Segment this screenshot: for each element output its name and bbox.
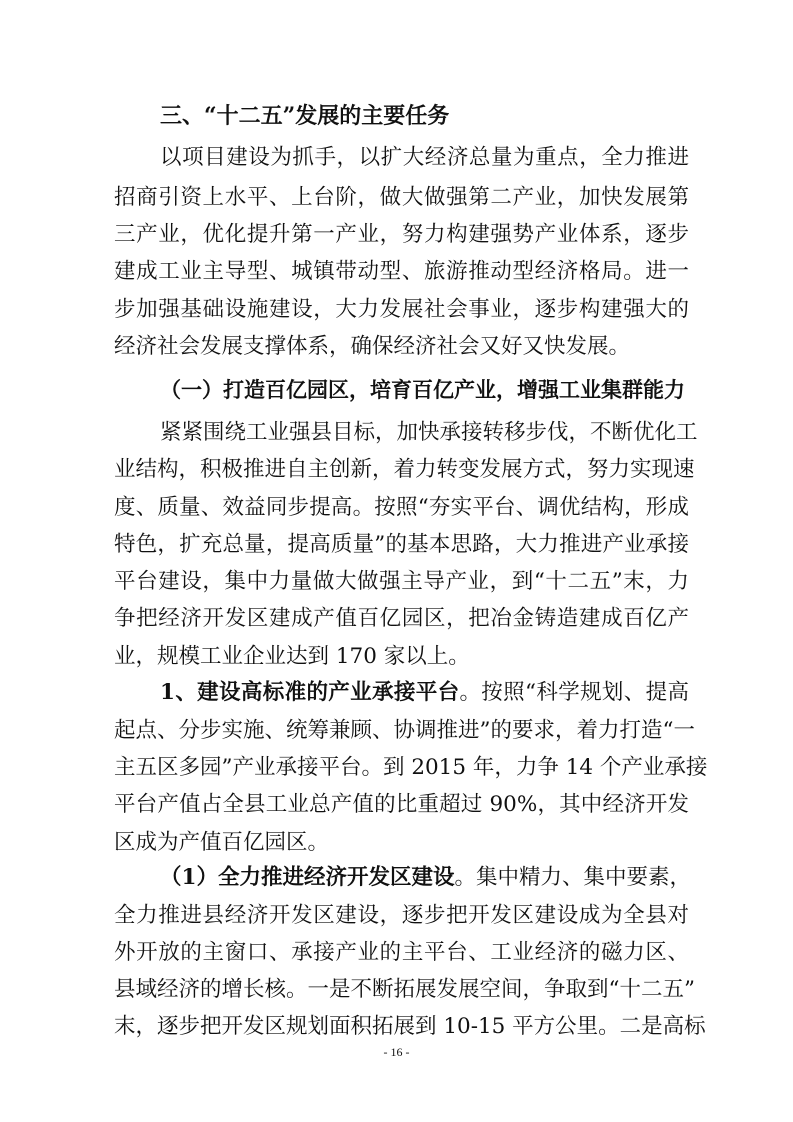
subsection-heading: （一）打造百亿园区，培育百亿产业，增强工业集群能力: [160, 377, 685, 402]
paragraph-line: 主五区多园”产业承接平台。到 2015 年，力争 14 个产业承接: [114, 755, 708, 780]
paragraph-line: 业，规模工业企业达到 170 家以上。: [114, 644, 470, 669]
paragraph-line: 紧紧围绕工业强县目标，加快承接转移步伐，不断优化工: [160, 420, 698, 445]
paragraph-line: 度、质量、效益同步提高。按照“夯实平台、调优结构，形成: [114, 495, 689, 520]
paragraph-line: 末，逐步把开发区规划面积拓展到 10-15 平方公里。二是高标: [114, 1014, 706, 1039]
paragraph-line: 全力推进县经济开发区建设，逐步把开发区建设成为全县对: [114, 903, 689, 928]
paragraph-line: 步加强基础设施建设，大力发展社会事业，逐步构建强大的: [114, 297, 689, 322]
paragraph-line: 起点、分步实施、统筹兼顾、协调推进”的要求，着力打造“一: [114, 718, 695, 743]
item-text: 。按照“科学规划、提高: [459, 680, 690, 705]
paragraph-line: 三产业，优化提升第一产业，努力构建强势产业体系，逐步: [114, 222, 689, 247]
paragraph-line: 业结构，积极推进自主创新，着力转变发展方式，努力实现速: [114, 457, 695, 482]
paragraph-line: 平台建设，集中力量做大做强主导产业，到“十二五”末，力: [114, 569, 689, 594]
paragraph-line: 以项目建设为抓手，以扩大经济总量为重点，全力推进: [160, 145, 689, 170]
item-heading: 1、建设高标准的产业承接平台: [160, 680, 460, 705]
paragraph-line: 招商引资上水平、上台阶，做大做强第二产业，加快发展第: [114, 185, 689, 210]
paragraph-line: 区成为产值百亿园区。: [114, 830, 330, 855]
paragraph-line: [160, 678, 689, 708]
section-heading: 三、“十二五”发展的主要任务: [160, 103, 450, 129]
paragraph-line: 平台产值占全县工业总产值的比重超过 90%，其中经济开发: [114, 792, 689, 817]
paragraph-line: 经济社会发展支撑体系，确保经济社会又好又快发展。: [114, 334, 631, 359]
paragraph-line: 县域经济的增长核。一是不断拓展发展空间，争取到“十二五”: [114, 977, 695, 1002]
paragraph-line: 建成工业主导型、城镇带动型、旅游推动型经济格局。进一: [114, 259, 689, 284]
paragraph-line: 争把经济开发区建成产值百亿园区，把冶金铸造建成百亿产: [114, 606, 689, 631]
page-number: - 16 -: [383, 1045, 410, 1059]
paragraph-line: 特色，扩充总量，提高质量”的基本思路，大力推进产业承接: [114, 532, 689, 557]
paragraph-line: 外开放的主窗口、承接产业的主平台、工业经济的磁力区、: [114, 940, 689, 965]
item-text: 。集中精力、集中要素，: [454, 865, 691, 890]
item-heading: （1）全力推进经济开发区建设: [160, 865, 455, 890]
paragraph-line: [160, 863, 689, 893]
